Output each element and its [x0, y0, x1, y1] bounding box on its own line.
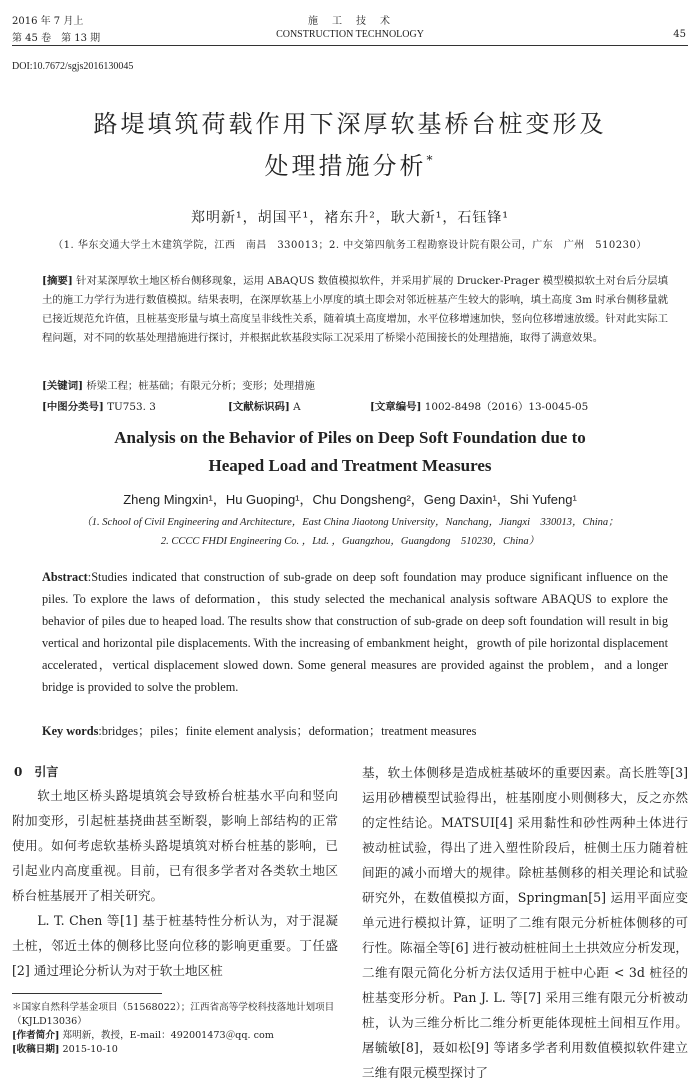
keywords-en-label: Key words: [42, 724, 99, 738]
authors-en: Zheng Mingxin¹，Hu Guoping¹，Chu Dongsheng²，Geng Daxin¹，Shi Yufeng¹: [123, 492, 577, 507]
clc-value: TU753. 3: [107, 401, 156, 413]
title-en-line2: Heaped Load and Treatment Measures: [208, 456, 492, 475]
abstract-en: Abstract:Studies indicated that construction of sub-grade on deep soft foundation may produce significant influence on the piles. To explore the laws of deformation，this study selected the mechanical analysis software ABAQUS to explore the behavior of piles due to heaped load. The results show that construction of sub-grade on deep soft foundation will result in big vertical and horizontal pile displacements. With the increasing of embankment height，growth of pile horizontal displacement accelerated，vertical displacement slowed down. Some general measures are provided against the problem，and a longer bridge is provided to solve the problem.: [42, 570, 668, 694]
clc-row: [42, 398, 156, 413]
received-footnote: [12, 1043, 338, 1057]
affiliation-cn: （1. 华东交通大学土木建筑学院，江西 南昌 330013；2. 中交第四航务工程勘察设计院有限公司，广东 广州 510230）: [53, 240, 647, 251]
doc-code-row: [228, 398, 301, 413]
paragraph: 软土地区桥头路堤填筑会导致桥台桩基水平向和竖向附加变形，引起桩基挠曲甚至断裂，影响上部结构的正常使用。如何考虑软基桥头路堤填筑对桥台桩基的影响，已引起业内高度重视。目前，已有很多学者对各类软土地区桥台桩基展开了相关研究。: [12, 788, 338, 903]
article-number-value: 1002-8498（2016）13-0045-05: [424, 401, 589, 413]
fund-footnote: ＊国家自然科学基金项目（51568022）；江西省高等学校科技落地计划项目（KJLD13036）: [12, 1002, 335, 1027]
abstract-cn-text: 针对某深厚软土地区桥台侧移现象，运用 ABAQUS 数值模拟软件，并采用扩展的 Drucker-Prager 模型模拟软土对台后分层填土的施工力学行为进行数值模拟。结果表明，在深厚软基上小厚度的填土即会对邻近桩基产生较大的影响，填土高度 3m 时承台侧移量就已接近规范允许值，且桩基变形量与填土高度呈非线性关系，随着填土高度增加，水平位移增速加快，竖向位移增速放缓。针对此实际工程问题，对不同的软基处理措施进行探讨，并根据此软基段实际工况采用了桥梁小范围接长的处理措施，取得了满意效果。: [42, 275, 668, 344]
keywords-cn: [42, 377, 315, 392]
clc-label: [中图分类号]: [42, 401, 104, 413]
author-footnote-text: 郑明新，教授，E-mail：492001473＠qq. com: [62, 1030, 274, 1041]
abstract-en-text: Studies indicated that construction of sub-grade on deep soft foundation may produce significant influence on the piles. To explore the laws of deformation，this study selected the mechanical analysis software ABAQUS to explore the behavior of piles due to heaped load. The results show that construction of sub-grade on deep soft foundation will result in big vertical and horizontal pile displacements. With the increasing of embankment height，growth of pile horizontal displacement accelerated，vertical displacement slowed down. Some general measures are provided against the problem，and a longer bridge is provided to solve the problem.: [42, 570, 668, 694]
header-journal-en: CONSTRUCTION TECHNOLOGY: [276, 29, 424, 40]
affiliation-en-line2: 2. CCCC FHDI Engineering Co. ，Ltd. ，Guangzhou，Guangdong 510230，China）: [160, 536, 540, 547]
header-journal-cn: 施 工 技 术: [308, 16, 392, 27]
abstract-cn-label: [摘要]: [42, 275, 73, 287]
footnotes: [12, 1001, 338, 1057]
article-number-label: [文章编号]: [370, 401, 422, 413]
paragraph: L. T. Chen 等[1] 基于桩基特性分析认为，对于混凝土桩，邻近土体的侧移比竖向位移的影响更重要。丁任盛[2] 通过理论分析认为对于软土地区桩: [12, 913, 338, 978]
title-cn-line2: 处理措施分析*: [264, 152, 436, 180]
fund-mark: *: [426, 153, 436, 167]
doc-code-value: A: [293, 401, 301, 413]
author-footnote: [12, 1029, 338, 1043]
article-number-row: [370, 398, 588, 413]
abstract-en-label: Abstract: [42, 570, 88, 584]
affiliation-en-line1: （1. School of Civil Engineering and Architecture，East China Jiaotong University，Nanchang，Jiangxi 330013，China；: [81, 517, 619, 528]
section-heading: 0 引言: [14, 765, 59, 779]
paragraph: 基，软土体侧移是造成桩基破坏的重要因素。高长胜等[3] 运用砂槽模型试验得出，桩基刚度小则侧移大，反之亦然的定性结论。MATSUI[4] 采用黏性和砂性两种土体进行被动桩试验，得出了进入塑性阶段后，桩侧土压力随着桩间距的减小而增大的规律。除桩基侧移的相关理论和试验研究外，在数值模拟方面，Springman[5] 运用平面应变单元进行模拟计算，证明了二维有限元分析桩体侧移的可行性。陈福全等[6] 进行被动桩桩间土土拱效应分析发现，二维有限元简化分析方法仅适用于桩中心距 < 3d 桩径的桩基变形分析。Pan J. L. 等[7] 采用三维有限元分析被动桩，认为三维分析比二维分析更能体现桩土间相互作用。屠毓敏[8]，聂如松[9] 等诸多学者利用数值模拟软件建立三维有限元模型探讨了: [362, 765, 688, 1080]
author-footnote-label: [作者简介]: [12, 1030, 60, 1041]
header-volume: 第 45 卷 第 13 期: [12, 33, 101, 44]
body-right-column: [362, 760, 688, 1085]
keywords-en: Key words:bridges；piles；finite element analysis；deformation；treatment measures: [42, 724, 477, 738]
body-left-column: [12, 783, 338, 983]
keywords-cn-text: 桥梁工程；桩基础；有限元分析；变形；处理措施: [86, 380, 315, 392]
doc-code-label: [文献标识码]: [228, 401, 290, 413]
received-footnote-label: [收稿日期]: [12, 1044, 60, 1055]
abstract-cn: [42, 272, 668, 348]
title-en-line1: Analysis on the Behavior of Piles on Deep Soft Foundation due to: [114, 428, 586, 447]
header-rule: [12, 45, 688, 46]
header-page-number: 45: [673, 29, 686, 40]
title-cn-line1: 路堤填筑荷载作用下深厚软基桥台桩变形及: [93, 110, 607, 138]
doi: DOI:10.7672/sgjs2016130045: [12, 61, 134, 72]
authors-cn: 郑明新¹，胡国平¹，褚东升²，耿大新¹，石钰锋¹: [190, 210, 510, 226]
keywords-cn-label: [关键词]: [42, 380, 84, 392]
header-date: 2016 年 7 月上: [12, 16, 84, 27]
received-footnote-text: 2015-10-10: [62, 1044, 118, 1055]
footnote-rule: [12, 993, 162, 994]
keywords-en-text: bridges；piles；finite element analysis；deformation；treatment measures: [101, 724, 477, 738]
